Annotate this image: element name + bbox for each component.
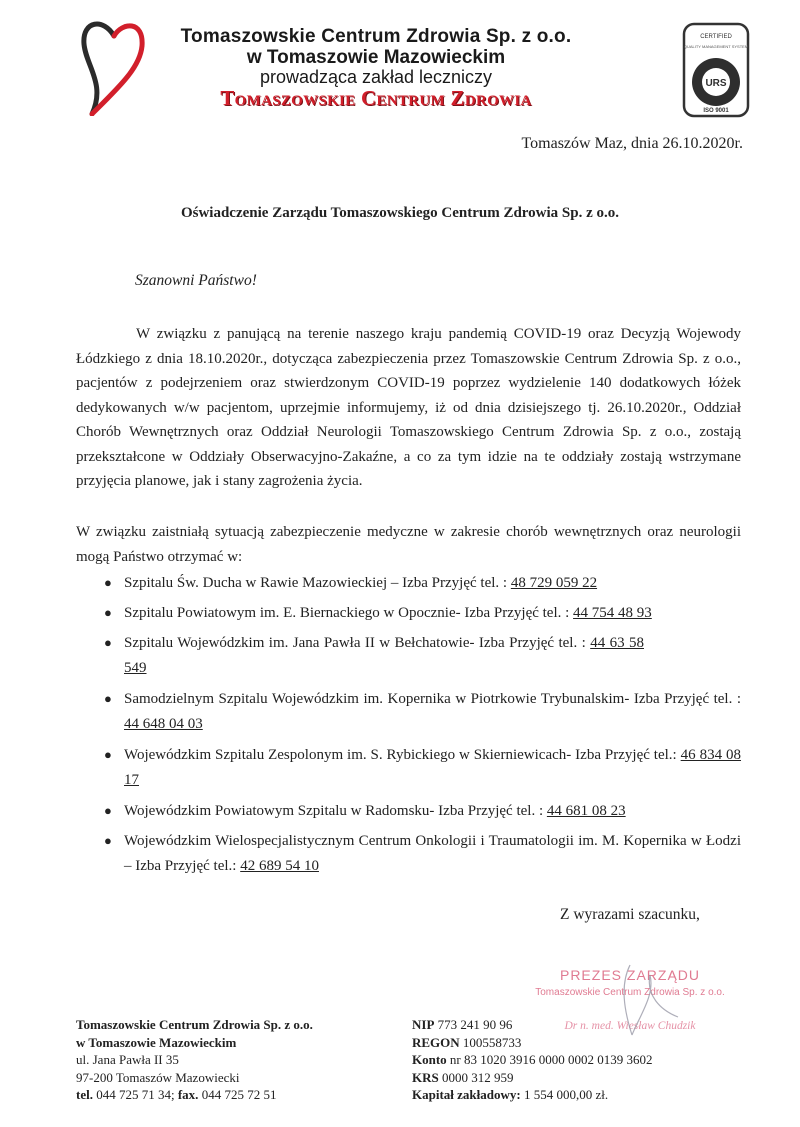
footer-krs-label: KRS bbox=[412, 1069, 439, 1085]
facility-entry bbox=[124, 687, 741, 736]
certification-seal-icon bbox=[682, 22, 750, 118]
facility-phone: 46 834 08 17 bbox=[124, 747, 742, 788]
footer-contact bbox=[76, 1086, 313, 1104]
facility-entry bbox=[124, 571, 741, 596]
footer-nip bbox=[412, 1016, 653, 1034]
organization-descriptor: prowadząca zakład leczniczy bbox=[259, 67, 493, 87]
bullet-icon: ● bbox=[104, 691, 112, 706]
facility-text: Wojewódzkim Szpitalu Zespolonym im. S. Rybickiego w Skierniewicach- Izba Przyjęć tel.: bbox=[124, 747, 681, 763]
facility-text: Samodzielnym Szpitalu Wojewódzkim im. Kopernika w Piotrkowie Trybunalskim- Izba Przyjęć tel. : bbox=[124, 691, 741, 707]
footer-fax: 044 725 72 51 bbox=[201, 1087, 277, 1102]
footer-street: ul. Jana Pawła II 35 bbox=[76, 1052, 179, 1067]
footer-krs bbox=[412, 1069, 653, 1087]
footer-regon bbox=[412, 1034, 653, 1052]
stamp-signatory: Dr n. med. Wiesław Chudzik bbox=[564, 1020, 696, 1032]
facility-entry bbox=[124, 799, 741, 824]
footer-konto-value: nr 83 1020 3916 0000 0002 0139 3602 bbox=[449, 1052, 653, 1067]
stamp-organization: Tomaszowskie Centrum Zdrowia Sp. z o.o. bbox=[535, 987, 725, 998]
facility-phone: 42 689 54 10 bbox=[240, 857, 319, 874]
brand-wordmark: Tomaszowskie Centrum Zdrowia bbox=[220, 86, 532, 110]
document-date: Tomaszów Maz, dnia 26.10.2020r. bbox=[521, 135, 743, 152]
cert-qms-text: QUALITY MANAGEMENT SYSTEM bbox=[683, 44, 749, 49]
footer-tel-label: tel. bbox=[76, 1087, 93, 1102]
facility-phone: 48 729 059 22 bbox=[510, 575, 598, 591]
facility-phone: 44 681 08 23 bbox=[546, 803, 626, 819]
facility-entry bbox=[124, 601, 741, 626]
intro-paragraph-text: W związku z panującą na terenie naszego kraju pandemią COVID-19 oraz Decyzją Wojewody Łódzkiego z dnia 18.10.2020r., dotycząca zabezpieczenia przez Tomaszowskie Centrum Zdrowia Sp. z o.o., pacjentów z podejrzeniem oraz stwierdzonym COVID-19 poprzez wydzielenie 140 dodatkowych łóżek dedykowanych w/w pacjentom, uprzejmie informujemy, iż od dnia dzisiejszego tj. 26.10.2020r., Oddział Chorób Wewnętrznych oraz Oddział Neurologii Tomaszowskiego Centrum Zdrowia Sp. z o.o., zostają przekształcone w Oddziały Obserwacyjno-Zakaźne, a co za tym idzie na te oddziały zostają wstrzymane przyjęcia planowe, jak i stany zagrożenia życia. bbox=[76, 326, 741, 489]
stamp-title: PREZES ZARZĄDU bbox=[559, 967, 700, 983]
intro-paragraph bbox=[76, 322, 741, 494]
footer-registry-info bbox=[412, 1016, 653, 1104]
facility-text: Szpitalu Wojewódzkim im. Jana Pawła II w Bełchatowie- Izba Przyjęć tel. : bbox=[124, 635, 591, 651]
facility-text: Wojewódzkim Powiatowym Szpitalu w Radomsku- Izba Przyjęć tel. : bbox=[124, 803, 547, 819]
bullet-icon: ● bbox=[104, 635, 112, 650]
footer-nip-value: 773 241 90 96 bbox=[437, 1017, 513, 1032]
salutation: Szanowni Państwo! bbox=[135, 272, 257, 289]
footer-kapital-value: 1 554 000,00 zł. bbox=[523, 1087, 609, 1102]
closing-phrase: Z wyrazami szacunku, bbox=[560, 906, 700, 923]
bullet-icon: ● bbox=[104, 803, 112, 818]
footer-company-city: w Tomaszowie Mazowieckim bbox=[76, 1034, 237, 1050]
cert-certified-text: CERTIFIED bbox=[700, 34, 732, 40]
document-title: Oświadczenie Zarządu Tomaszowskiego Centrum Zdrowia Sp. z o.o. bbox=[180, 205, 620, 221]
footer-company-info bbox=[76, 1016, 313, 1104]
footer-tel: 044 725 71 34; bbox=[96, 1087, 175, 1102]
facility-text: Wojewódzkim Wielospecjalistycznym Centrum Onkologii i Traumatologii im. M. Kopernika w Łodzi – Izba Przyjęć tel.: bbox=[124, 833, 741, 874]
footer-kapital bbox=[412, 1086, 653, 1104]
heart-logo-icon bbox=[78, 14, 148, 116]
footer-regon-value: 100558733 bbox=[462, 1034, 522, 1050]
footer-kapital-label: Kapitał zakładowy: bbox=[412, 1087, 521, 1102]
facility-text: Szpitalu Powiatowym im. E. Biernackiego w Opocznie- Izba Przyjęć tel. : bbox=[124, 605, 574, 621]
cert-iso-text: ISO 9001 bbox=[703, 108, 729, 114]
footer-krs-value: 0000 312 959 bbox=[441, 1069, 514, 1085]
footer-regon-label: REGON bbox=[412, 1034, 460, 1050]
bullet-icon: ● bbox=[104, 605, 112, 620]
footer-nip-label: NIP bbox=[412, 1017, 435, 1032]
facility-phone: 44 648 04 03 bbox=[124, 715, 203, 732]
footer-konto bbox=[412, 1051, 653, 1069]
bullet-icon: ● bbox=[104, 575, 112, 590]
facility-phone: 44 63 58 549 bbox=[124, 635, 644, 676]
footer-postal: 97-200 Tomaszów Mazowiecki bbox=[76, 1069, 240, 1085]
footer-fax-label: fax. bbox=[177, 1087, 199, 1102]
bullet-icon: ● bbox=[104, 747, 112, 762]
facility-entry bbox=[124, 631, 644, 680]
organization-city: w Tomaszowie Mazowieckim bbox=[246, 47, 506, 68]
cert-center-text: URS bbox=[705, 78, 727, 89]
facility-text: Szpitalu Św. Ducha w Rawie Mazowieckiej – Izba Przyjęć tel. : bbox=[124, 575, 511, 591]
organization-name: Tomaszowskie Centrum Zdrowia Sp. z o.o. bbox=[180, 26, 572, 47]
facility-entry bbox=[124, 829, 741, 878]
footer-company-name: Tomaszowskie Centrum Zdrowia Sp. z o.o. bbox=[76, 1017, 313, 1032]
bullet-icon: ● bbox=[104, 833, 112, 848]
facility-entry bbox=[124, 743, 741, 792]
facility-phone: 44 754 48 93 bbox=[573, 605, 652, 621]
footer-konto-label: Konto bbox=[412, 1052, 447, 1067]
alternatives-paragraph: W związku zaistniałą sytuacją zabezpieczenie medyczne w zakresie chorób wewnętrznych oraz neurologii mogą Państwo otrzymać w: bbox=[76, 524, 741, 565]
